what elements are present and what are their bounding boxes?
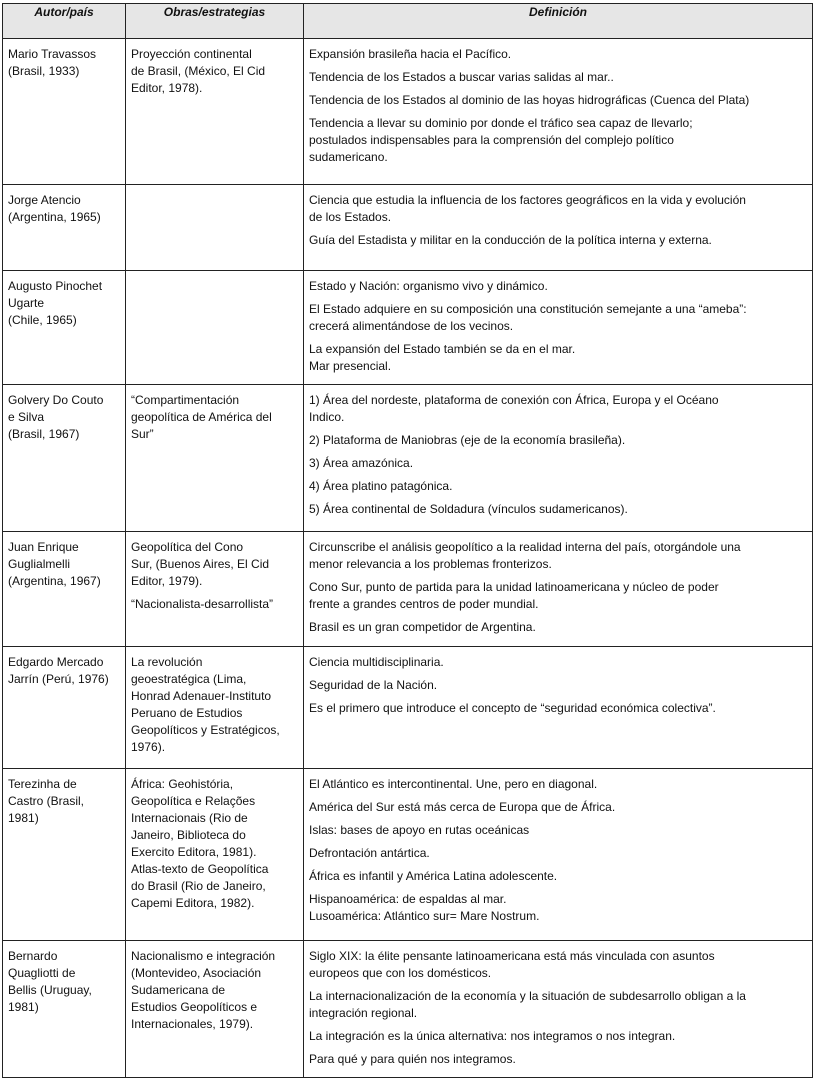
definition-line: América del Sur está más cerca de Europa que de África. — [309, 800, 616, 814]
author-line: (Argentina, 1967) — [8, 574, 101, 588]
definition-paragraph — [309, 988, 807, 1022]
definition-line: integración regional. — [309, 1006, 418, 1020]
works-line: Internacionais (Rio de — [131, 811, 248, 825]
author-cell — [3, 39, 126, 185]
table-row — [3, 941, 813, 1078]
works-line: “Nacionalista-desarrollista” — [131, 597, 274, 611]
author-cell — [3, 941, 126, 1078]
definition-line: frente a grandes centros de poder mundial. — [309, 597, 539, 611]
definition-paragraph — [309, 46, 807, 63]
definition-cell — [304, 532, 813, 647]
definition-paragraph — [309, 619, 807, 636]
definition-line: La expansión del Estado también se da en el mar. — [309, 342, 576, 356]
definition-paragraph — [309, 341, 807, 375]
header-definition: Definición — [304, 4, 813, 39]
definition-paragraph — [309, 455, 807, 472]
author-cell — [3, 385, 126, 532]
table-row — [3, 647, 813, 769]
works-line: geoestratégica (Lima, — [131, 672, 247, 686]
table-row — [3, 532, 813, 647]
author-line: Bellis (Uruguay, — [8, 983, 92, 997]
definition-line: Ciencia multidisciplinaria. — [309, 655, 444, 669]
author-cell — [3, 532, 126, 647]
author-line: (Argentina, 1965) — [8, 210, 101, 224]
works-line: Sudamericana de — [131, 983, 226, 997]
definition-line: Brasil es un gran competidor de Argentina. — [309, 620, 536, 634]
definition-paragraph — [309, 700, 807, 717]
definition-line: Defrontación antártica. — [309, 846, 430, 860]
definition-paragraph — [309, 891, 807, 925]
definition-cell — [304, 271, 813, 385]
definition-line: Mar presencial. — [309, 359, 392, 373]
works-line: Nacionalismo e integración — [131, 949, 276, 963]
definition-cell — [304, 39, 813, 185]
author-line: (Brasil, 1933) — [8, 64, 80, 78]
table-row — [3, 185, 813, 271]
works-line: Geopolítica e Relações — [131, 794, 256, 808]
definition-paragraph — [309, 539, 807, 573]
works-line: Geopolítica del Cono — [131, 540, 244, 554]
author-cell — [3, 647, 126, 769]
works-paragraph — [131, 948, 298, 1033]
definition-line: postulados indispensables para la comprensión del complejo político — [309, 133, 674, 147]
definition-line: crecerá alimentándose de los vecinos. — [309, 319, 514, 333]
author-line: Ugarte — [8, 296, 45, 310]
definition-paragraph — [309, 392, 807, 426]
author-line: 1981) — [8, 811, 39, 825]
definition-paragraph — [309, 501, 807, 518]
definition-line: menor relevancia a los problemas fronterizos. — [309, 557, 552, 571]
definition-line: El Atlántico es intercontinental. Une, pero en diagonal. — [309, 777, 598, 791]
works-line: Capemi Editora, 1982). — [131, 896, 255, 910]
definition-paragraph — [309, 1028, 807, 1045]
definition-cell — [304, 941, 813, 1078]
definition-paragraph — [309, 278, 807, 295]
definition-cell — [304, 769, 813, 941]
works-cell — [126, 532, 304, 647]
definition-paragraph — [309, 192, 807, 226]
author-line: Jarrín (Perú, 1976) — [8, 672, 109, 686]
header-works: Obras/estrategias — [126, 4, 304, 39]
definition-line: 2) Plataforma de Maniobras (eje de la economía brasileña). — [309, 433, 626, 447]
works-line: Peruano de Estudios — [131, 706, 243, 720]
works-paragraph — [131, 46, 298, 97]
author-line: e Silva — [8, 410, 45, 424]
author-line: Bernardo — [8, 949, 58, 963]
works-line: Sur, (Buenos Aires, El Cid — [131, 557, 270, 571]
table-row — [3, 271, 813, 385]
works-paragraph — [131, 596, 298, 613]
works-cell — [126, 647, 304, 769]
works-cell — [126, 271, 304, 385]
works-line: (Montevideo, Asociación — [131, 966, 262, 980]
definition-line: Tendencia de los Estados a buscar varias salidas al mar.. — [309, 70, 614, 84]
author-line: 1981) — [8, 1000, 39, 1014]
author-line: Golvery Do Couto — [8, 393, 104, 407]
works-line: do Brasil (Rio de Janeiro, — [131, 879, 266, 893]
works-line: Geopolíticos y Estratégicos, — [131, 723, 280, 737]
definition-paragraph — [309, 677, 807, 694]
definition-paragraph — [309, 69, 807, 86]
works-cell — [126, 941, 304, 1078]
works-line: geopolítica de América del — [131, 410, 272, 424]
definition-paragraph — [309, 115, 807, 166]
definition-line: Expansión brasileña hacia el Pacífico. — [309, 47, 512, 61]
definition-paragraph — [309, 845, 807, 862]
definition-line: Estado y Nación: organismo vivo y dinámico. — [309, 279, 548, 293]
definition-cell — [304, 185, 813, 271]
definition-paragraph — [309, 301, 807, 335]
author-line: Guglialmelli — [8, 557, 71, 571]
works-line: Sur” — [131, 427, 154, 441]
works-line: Janeiro, Biblioteca do — [131, 828, 246, 842]
works-line: Editor, 1978). — [131, 81, 203, 95]
definition-line: 3) Área amazónica. — [309, 456, 414, 470]
definition-line: Es el primero que introduce el concepto de “seguridad económica colectiva”. — [309, 701, 716, 715]
definition-line: El Estado adquiere en su composición una constitución semejante a una “ameba”: — [309, 302, 747, 316]
table-row — [3, 385, 813, 532]
definition-line: de los Estados. — [309, 210, 392, 224]
definition-line: Islas: bases de apoyo en rutas oceánicas — [309, 823, 530, 837]
definition-line: Cono Sur, punto de partida para la unidad latinoamericana y núcleo de poder — [309, 580, 719, 594]
author-line: Terezinha de — [8, 777, 77, 791]
works-line: Exercito Editora, 1981). — [131, 845, 257, 859]
author-cell — [3, 185, 126, 271]
header-row — [3, 4, 813, 39]
author-line: Jorge Atencio — [8, 193, 81, 207]
definition-cell — [304, 385, 813, 532]
definition-line: Indico. — [309, 410, 345, 424]
works-line: Proyección continental — [131, 47, 252, 61]
definition-paragraph — [309, 948, 807, 982]
definition-line: Lusoamérica: Atlántico sur= Mare Nostrum. — [309, 909, 540, 923]
definition-line: 5) Área continental de Soldadura (vínculos sudamericanos). — [309, 502, 628, 516]
works-paragraph — [131, 539, 298, 590]
author-line: Mario Travassos — [8, 47, 97, 61]
table-body — [3, 39, 813, 1078]
definition-paragraph — [309, 799, 807, 816]
definition-line: Tendencia a llevar su dominio por donde el tráfico sea capaz de llevarlo; — [309, 116, 693, 130]
table-row — [3, 39, 813, 185]
works-line: Atlas-texto de Geopolítica — [131, 862, 269, 876]
works-cell — [126, 385, 304, 532]
author-cell — [3, 769, 126, 941]
works-line: 1976). — [131, 740, 166, 754]
works-line: Estudios Geopolíticos e — [131, 1000, 258, 1014]
works-line: Honrad Adenauer-Instituto — [131, 689, 272, 703]
works-paragraph — [131, 392, 298, 443]
works-paragraph — [131, 776, 298, 912]
works-line: “Compartimentación — [131, 393, 240, 407]
definition-paragraph — [309, 654, 807, 671]
works-cell — [126, 769, 304, 941]
definition-line: La integración es la única alternativa: nos integramos o nos integran. — [309, 1029, 676, 1043]
works-line: La revolución — [131, 655, 203, 669]
definition-paragraph — [309, 868, 807, 885]
definition-paragraph — [309, 92, 807, 109]
author-line: Edgardo Mercado — [8, 655, 104, 669]
works-line: África: Geohistória, — [131, 777, 234, 791]
definition-line: Siglo XIX: la élite pensante latinoamericana está más vinculada con asuntos — [309, 949, 715, 963]
author-line: Quagliotti de — [8, 966, 76, 980]
definition-line: Tendencia de los Estados al dominio de las hoyas hidrográficas (Cuenca del Plata) — [309, 93, 750, 107]
definition-line: europeos que con los domésticos. — [309, 966, 492, 980]
definition-paragraph — [309, 1051, 807, 1068]
header-author: Autor/país — [3, 4, 126, 39]
author-cell — [3, 271, 126, 385]
definition-line: Para qué y para quién nos integramos. — [309, 1052, 516, 1066]
definition-paragraph — [309, 822, 807, 839]
author-line: (Brasil, 1967) — [8, 427, 80, 441]
works-line: Editor, 1979). — [131, 574, 203, 588]
definition-paragraph — [309, 432, 807, 449]
definition-paragraph — [309, 232, 807, 249]
definition-line: Ciencia que estudia la influencia de los factores geográficos en la vida y evolución — [309, 193, 746, 207]
definition-line: África es infantil y América Latina adolescente. — [309, 869, 558, 883]
works-line: Internacionales, 1979). — [131, 1017, 254, 1031]
definition-paragraph — [309, 579, 807, 613]
author-line: Juan Enrique — [8, 540, 79, 554]
definition-line: Circunscribe el análisis geopolítico a la realidad interna del país, otorgándole una — [309, 540, 741, 554]
geopolitics-table — [2, 3, 813, 1078]
definition-line: Seguridad de la Nación. — [309, 678, 438, 692]
table-row — [3, 769, 813, 941]
definition-line: sudamericano. — [309, 150, 388, 164]
definition-line: Hispanoamérica: de espaldas al mar. — [309, 892, 507, 906]
author-line: (Chile, 1965) — [8, 313, 77, 327]
definition-line: 1) Área del nordeste, plataforma de conexión con África, Europa y el Océano — [309, 393, 719, 407]
definition-line: La internacionalización de la economía y la situación de subdesarrollo obligan a la — [309, 989, 746, 1003]
works-line: de Brasil, (México, El Cid — [131, 64, 266, 78]
works-cell — [126, 185, 304, 271]
definition-paragraph — [309, 776, 807, 793]
definition-paragraph — [309, 478, 807, 495]
definition-cell — [304, 647, 813, 769]
author-line: Castro (Brasil, — [8, 794, 85, 808]
author-line: Augusto Pinochet — [8, 279, 103, 293]
works-cell — [126, 39, 304, 185]
definition-line: Guía del Estadista y militar en la conducción de la política interna y externa. — [309, 233, 712, 247]
works-paragraph — [131, 654, 298, 756]
definition-line: 4) Área platino patagónica. — [309, 479, 453, 493]
